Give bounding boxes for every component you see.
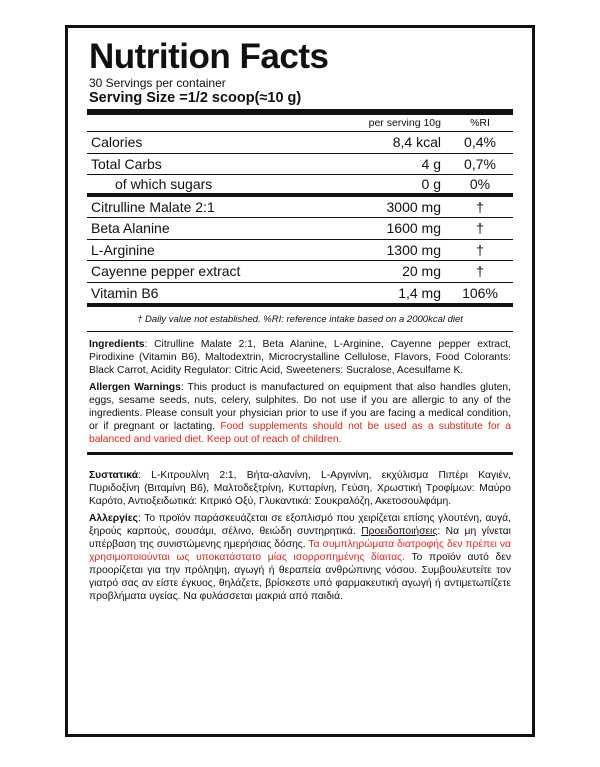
greek-ingredients-label: Συστατικά — [89, 469, 139, 481]
ingredients-gr — [87, 469, 513, 508]
greek-allergens-text-3: Το προϊόν αυτό δεν προορίζεται για την πρόληψη, αγωγή ή θεραπεία ανθρώπινης νόσου. Συμβουλευτείτε τον γιατρό σας αν είστε έγκυος, θηλάζετε, βρίσκεστε υπό φαρμακευτική αγωγή ή αντιμετωπίζετε προβλήματα υγείας. Να φυλάσσεται μακριά από παιδιά. — [89, 551, 511, 602]
row-value: 0 g — [421, 175, 441, 192]
row-name: Citrulline Malate 2:1 — [91, 198, 215, 215]
greek-allergens-red-text: Τα συμπληρώματα διατροφής δεν πρέπει να χρησιμοποιούνται ως υποκατάστατο μίας ισορροπημένης δίαιτας. — [89, 538, 511, 563]
table-row-citrulline — [87, 197, 513, 219]
row-name: L-Arginine — [91, 241, 155, 258]
greek-allergens-text-2: : Να μη γίνεται υπέρβαση της συνιστώμενης ημερήσιας δόσης. — [89, 525, 511, 550]
table-row-sugars — [87, 175, 513, 197]
row-ri: † — [476, 198, 484, 215]
row-value: 20 mg — [402, 263, 441, 280]
table-row-beta-alanine — [87, 218, 513, 240]
greek-warnings-underline: Προειδοποιήσεις — [361, 525, 438, 537]
table-header — [87, 115, 513, 132]
row-value: 1600 mg — [386, 220, 441, 237]
table-row-total-carbs — [87, 154, 513, 176]
row-name: Vitamin B6 — [91, 284, 159, 301]
row-name: Calories — [91, 134, 143, 151]
row-value: 1,4 mg — [398, 284, 441, 301]
ingredients-label: Ingredients — [89, 338, 145, 350]
allergens-gr — [87, 512, 513, 603]
row-ri: † — [476, 241, 484, 258]
serving-size: Serving Size =1/2 scoop(≈10 g) — [89, 90, 302, 106]
label-title: Nutrition Facts — [89, 37, 329, 76]
footnote: † Daily value not established. %RI: reference intake based on a 2000kcal diet — [87, 307, 513, 332]
row-ri: 0,4% — [464, 134, 496, 151]
greek-allergens-text-1: : Το προϊόν παράσκευάζεται σε εξοπλισμό που χειρίζεται επίσης γλουτένη, αυγά, ξηρούς καρπούς, σουσάμι, σέλινο, θειώδη συντηρητικά. — [89, 512, 511, 537]
servings-per-container: 30 Servings per container — [89, 76, 226, 90]
ingredients-text: : Citrulline Malate 2:1, Beta Alanine, L-Arginine, Cayenne pepper extract, Pirodixine (Vitamin B6), Maltodextrin, Microcrystalline Cellulose, Flavors, Food Colorants: Black Carrot, Acidity Regulator: Citric Acid, Sweeteners: Sucralose, Acesulfame K. — [89, 338, 511, 376]
header-ri: %RI — [470, 117, 490, 129]
greek-ingredients-text: : L-Κιτρουλίνη 2:1, Βήτα-αλανίνη, L-Αργινίνη, εκχύλισμα Πιπέρι Καγιέν, Πυριδοξίνη (Βιταμίνη Β6), Μαλτοδεξτρίνη, Κυτταρίνη, Γεύση, Χρωστική Τροφίμων: Μαύρο Καρότο, Αντιοξειδωτικά: Κιτρικό Οξύ, Γλυκαντικά: Σουκραλόζη, Ακετοσουλφάμη. — [89, 469, 511, 507]
row-ri: 106% — [462, 284, 498, 301]
nutrition-label — [65, 25, 535, 737]
row-name: Cayenne pepper extract — [91, 263, 241, 280]
greek-allergens-label: Αλλεργίες — [89, 512, 138, 524]
header-per-serving: per serving 10g — [368, 117, 441, 129]
ingredients-en — [87, 338, 513, 377]
row-value: 4 g — [421, 155, 441, 172]
row-value: 1300 mg — [386, 241, 441, 258]
row-ri: † — [476, 263, 484, 280]
allergen-warnings-en — [87, 381, 513, 455]
table-row-l-arginine — [87, 240, 513, 262]
row-ri: 0,7% — [464, 155, 496, 172]
row-value: 8,4 kcal — [392, 134, 441, 151]
row-name: Total Carbs — [91, 155, 162, 172]
allergen-red-text: Food supplements should not be used as a substitute for a balanced and varied diet. Keep out of reach of children. — [89, 420, 511, 445]
table-row-cayenne — [87, 261, 513, 283]
row-ri: 0% — [469, 175, 491, 192]
table-row-vitamin-b6 — [87, 283, 513, 307]
row-name: of which sugars — [115, 175, 213, 192]
row-ri: † — [476, 220, 484, 237]
table-row-calories — [87, 132, 513, 154]
row-value: 3000 mg — [386, 198, 441, 215]
allergen-label: Allergen Warnings — [89, 381, 181, 393]
allergen-text: : This product is manufactured on equipment that also handles gluten, eggs, sesame seeds, nuts, celery, sulphites. Do not use if you are allergic to any of the ingredients. Please consult your physician prior to use if you are facing a medical condition, or if pregnant or lactating. — [89, 381, 511, 432]
row-name: Beta Alanine — [91, 220, 170, 237]
